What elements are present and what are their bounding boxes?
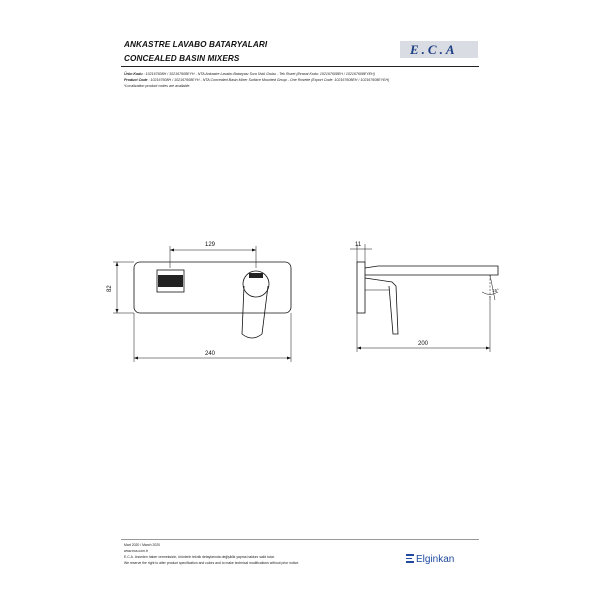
footer-disclaimer-en: We reserve the right to alter product specification and colors and to make technical modifications without prior notice. xyxy=(124,561,300,565)
eca-logo-text: E.C.A xyxy=(410,42,458,57)
spout-aerator xyxy=(158,275,183,287)
footer-disclaimer-tr: E.C.A. önceden haber vermeksizin, ürünlerin teknik detaylarında değişiklik yapma hakkını saklı tutar. xyxy=(124,555,275,559)
side-spout xyxy=(365,266,498,275)
spec-text-en: : 102167608H / 102167608EYH - NTA Concealed Basin Mixer Surface Mounted Group - One Rosette (Export Code: 102167608EH / 102167608EYEH) xyxy=(148,78,390,82)
dim-label-82: 82 xyxy=(107,285,113,292)
spec-label-tr: Ürün Kodu xyxy=(124,72,143,76)
footer-date: Mart 2020 / March 2020 xyxy=(124,543,160,547)
spec-note: *Localization product codes are available. xyxy=(124,84,191,88)
handle-cap xyxy=(249,273,263,278)
dim-label-11: 11 xyxy=(355,242,362,248)
dim-label-240: 240 xyxy=(205,351,216,357)
side-handle-lever xyxy=(389,286,398,334)
side-handle-base xyxy=(365,278,396,286)
title-english: CONCEALED BASIN MIXERS xyxy=(124,54,240,63)
footer-website[interactable]: www.eca.com.tr xyxy=(124,549,148,553)
dim-label-129: 129 xyxy=(205,242,216,248)
dim-label-angle: 15° xyxy=(492,288,499,293)
elginkan-logo xyxy=(406,553,454,565)
elginkan-mark-icon xyxy=(406,554,414,563)
spec-label-en: Product Code xyxy=(124,78,148,82)
elginkan-logo-text: Elginkan xyxy=(416,554,455,565)
side-plate xyxy=(357,262,365,313)
title-turkish: ANKASTRE LAVABO BATARYALARI xyxy=(124,40,268,49)
spec-text-tr: : 102167608H / 102167608EYH - NTA Ankastre Lavabo Bataryası Sıva Üstü Grubu - Tek Rozet (İhracat Kodu: 102167608EH / 102167608EYEH) xyxy=(143,72,375,76)
dim-label-200: 200 xyxy=(418,341,429,347)
footer-divider xyxy=(121,539,479,540)
